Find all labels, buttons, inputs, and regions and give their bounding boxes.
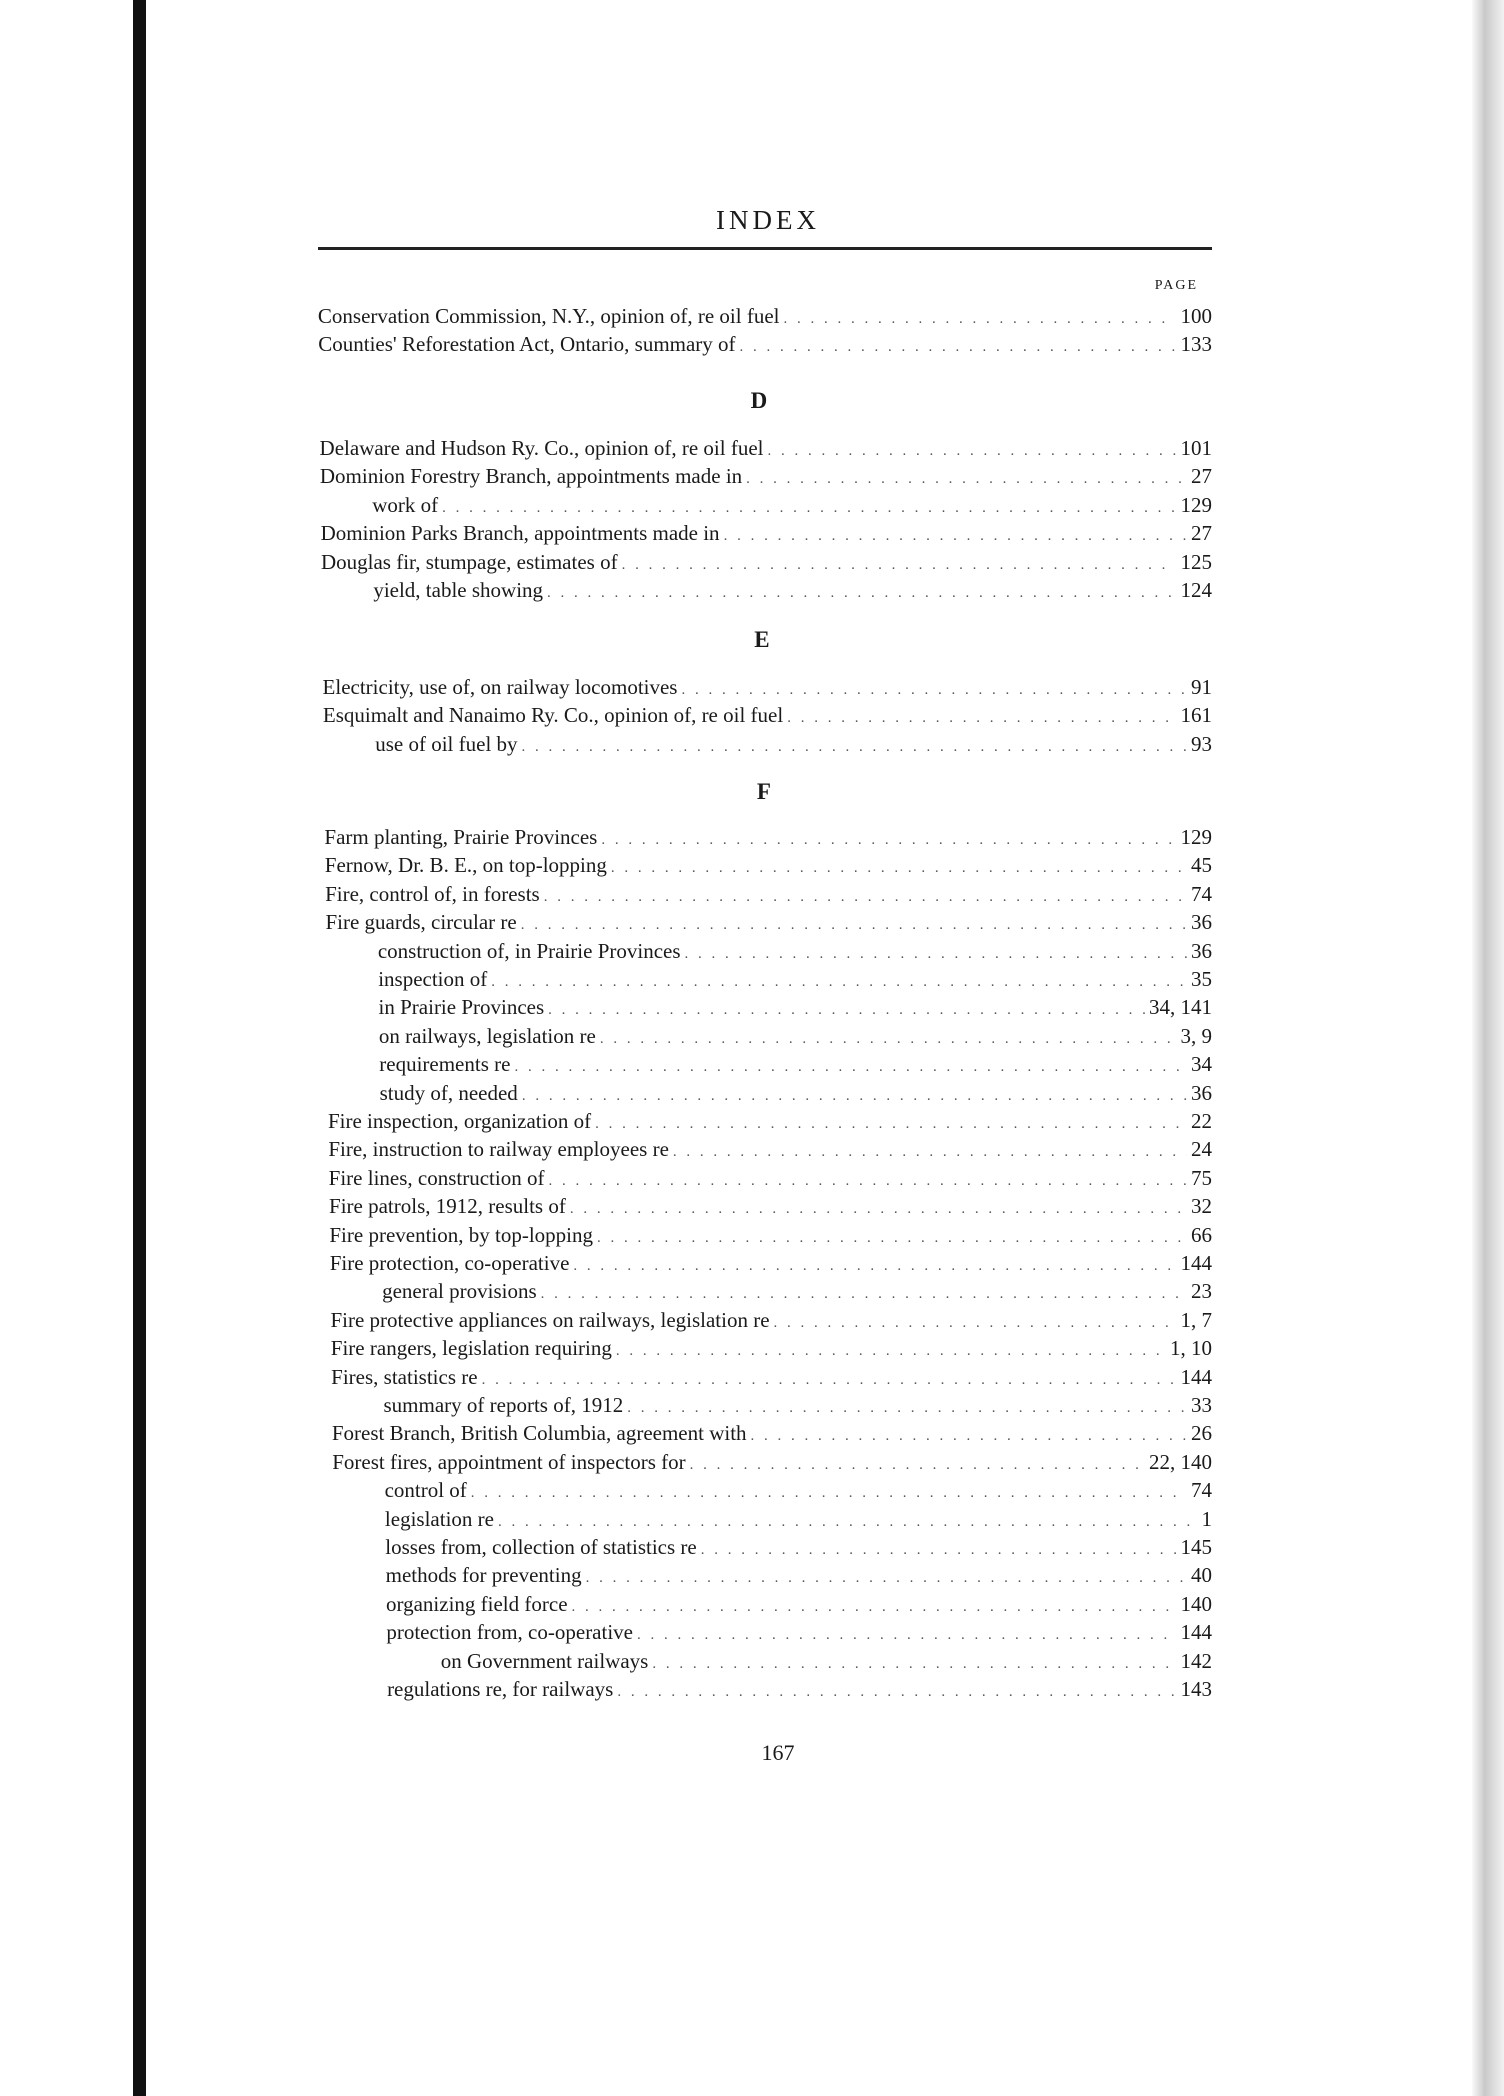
- entry-page-number: 144: [1180, 1251, 1212, 1275]
- leader-dots: [746, 465, 1187, 493]
- entry-page-number: 129: [1180, 825, 1212, 849]
- index-entry: [379, 1022, 1212, 1050]
- leader-dots: [627, 1394, 1187, 1422]
- leader-dots: [787, 704, 1176, 732]
- leader-dots: [544, 883, 1187, 911]
- entry-label: Counties' Reforestation Act, Ontario, summary of: [318, 332, 736, 357]
- entry-page-number: 40: [1190, 1563, 1212, 1588]
- index-entry: [321, 519, 1212, 547]
- entry-label: study of, needed: [379, 1080, 518, 1105]
- entry-page-number: 45: [1190, 853, 1212, 878]
- index-entry: [323, 701, 1212, 729]
- index-entry: [330, 1249, 1212, 1277]
- leader-dots: [491, 968, 1187, 996]
- entry-label: Fire patrols, 1912, results of: [329, 1194, 566, 1219]
- entry-page-number: 1, 7: [1180, 1307, 1212, 1332]
- leader-dots: [521, 911, 1187, 939]
- entry-label: protection from, co-operative: [386, 1620, 633, 1645]
- entry-page-number: 1, 10: [1169, 1336, 1212, 1361]
- entry-label: inspection of: [378, 967, 488, 991]
- entry-page-number: 124: [1180, 578, 1212, 602]
- entry-page-number: 129: [1180, 492, 1212, 517]
- entry-page-number: 35: [1191, 967, 1212, 991]
- entry-page-number: 133: [1180, 332, 1212, 357]
- leader-dots: [611, 854, 1187, 882]
- entry-label: Douglas fir, stumpage, estimates of: [320, 549, 618, 574]
- entry-label: legislation re: [384, 1506, 494, 1531]
- index-entry: [385, 1505, 1212, 1533]
- index-entry: [324, 823, 1212, 851]
- index-entry: [332, 1419, 1212, 1447]
- index-entry: [387, 1675, 1212, 1703]
- index-entry: [331, 1334, 1212, 1362]
- entry-label: Forest Branch, British Columbia, agreement with: [331, 1421, 747, 1446]
- index-entry: [441, 1647, 1212, 1675]
- entry-page-number: 34: [1190, 1052, 1212, 1077]
- index-entry: [329, 1192, 1212, 1220]
- entry-label: losses from, collection of statistics re: [385, 1535, 697, 1559]
- entry-label: Fire lines, construction of: [328, 1165, 545, 1190]
- entry-label: Fire protection, co-operative: [329, 1251, 570, 1275]
- page-number: 167: [761, 1740, 795, 1765]
- entry-label: on Government railways: [440, 1648, 649, 1673]
- entry-label: Fire, instruction to railway employees re: [328, 1137, 669, 1162]
- leader-dots: [442, 494, 1176, 522]
- entry-page-number: 33: [1190, 1393, 1212, 1417]
- entry-page-number: 26: [1190, 1421, 1212, 1446]
- entry-label: Delaware and Hudson Ry. Co., opinion of, re oil fuel: [319, 436, 764, 460]
- page-column-label: PAGE: [1154, 278, 1198, 293]
- index-entry: [373, 576, 1212, 604]
- section-letter-d: D: [750, 388, 768, 413]
- index-entry: [384, 1391, 1212, 1419]
- leader-dots: [471, 1479, 1187, 1507]
- index-entry: [329, 1221, 1212, 1249]
- leader-dots: [724, 522, 1187, 550]
- entry-label: on railways, legislation re: [378, 1023, 596, 1048]
- entry-page-number: 145: [1180, 1535, 1212, 1559]
- index-entry: [378, 937, 1212, 965]
- leader-dots: [601, 826, 1176, 854]
- section-letter-e: E: [754, 627, 770, 652]
- entry-label: Fire inspection, organization of: [327, 1109, 592, 1133]
- index-entry: [328, 1107, 1212, 1135]
- page-title: INDEX: [716, 205, 820, 235]
- index-entry: [325, 880, 1212, 908]
- entry-label: in Prairie Provinces: [378, 995, 545, 1020]
- entry-label: Electricity, use of, on railway locomotives: [322, 675, 678, 699]
- leader-dots: [622, 551, 1177, 579]
- leader-dots: [637, 1621, 1176, 1649]
- entry-label: use of oil fuel by: [375, 731, 518, 756]
- entry-label: summary of reports of, 1912: [383, 1393, 624, 1417]
- leader-dots: [701, 1536, 1177, 1564]
- leader-dots: [690, 1451, 1145, 1479]
- entry-label: Dominion Parks Branch, appointments made in: [320, 521, 720, 546]
- index-entry: [325, 851, 1212, 879]
- entry-label: construction of, in Prairie Provinces: [377, 938, 681, 963]
- leader-dots: [548, 996, 1145, 1024]
- entry-page-number: 144: [1180, 1364, 1212, 1389]
- entry-page-number: 91: [1190, 675, 1212, 699]
- leader-dots: [597, 1224, 1187, 1252]
- index-entry: [321, 548, 1212, 576]
- entry-page-number: 101: [1180, 436, 1212, 460]
- entry-page-number: 32: [1190, 1194, 1212, 1219]
- entry-page-number: 22: [1190, 1109, 1212, 1133]
- leader-dots: [548, 1167, 1187, 1195]
- index-entry: [375, 730, 1212, 758]
- entry-label: Fernow, Dr. B. E., on top-lopping: [324, 853, 607, 878]
- leader-dots: [673, 1138, 1187, 1166]
- index-entry: [330, 1306, 1212, 1334]
- leader-dots: [541, 1280, 1187, 1308]
- entry-page-number: 66: [1190, 1222, 1212, 1247]
- entry-label: general provisions: [382, 1279, 537, 1304]
- leader-dots: [586, 1564, 1187, 1592]
- index-entry: [331, 1363, 1212, 1391]
- index-entry: [379, 993, 1212, 1021]
- entry-page-number: 1: [1201, 1506, 1212, 1531]
- index-entry: [386, 1561, 1212, 1589]
- leader-dots: [572, 1593, 1177, 1621]
- leader-dots: [547, 579, 1176, 607]
- entry-label: yield, table showing: [373, 578, 544, 602]
- entry-label: regulations re, for railways: [387, 1677, 614, 1701]
- leader-dots: [522, 733, 1187, 761]
- entry-label: Forest fires, appointment of inspectors for: [332, 1449, 686, 1474]
- leader-dots: [514, 1053, 1187, 1081]
- index-entry: [318, 302, 1212, 330]
- entry-label: Esquimalt and Nanaimo Ry. Co., opinion of, re oil fuel: [322, 703, 784, 728]
- leader-dots: [740, 333, 1177, 361]
- section-letter-f: F: [756, 779, 771, 804]
- index-entry: [386, 1618, 1212, 1646]
- leader-dots: [522, 1082, 1187, 1110]
- entry-page-number: 93: [1190, 731, 1212, 756]
- index-entry: [328, 1135, 1212, 1163]
- leader-dots: [600, 1025, 1177, 1053]
- index-entry: [329, 1164, 1212, 1192]
- index-entry: [320, 434, 1212, 462]
- entry-page-number: 36: [1190, 910, 1212, 935]
- leader-dots: [774, 1309, 1177, 1337]
- index-entry: [320, 462, 1212, 490]
- index-entry: [325, 908, 1212, 936]
- entry-page-number: 75: [1190, 1165, 1212, 1190]
- entry-label: requirements re: [379, 1052, 511, 1077]
- entry-label: Fire rangers, legislation requiring: [330, 1336, 612, 1361]
- entry-label: control of: [384, 1478, 467, 1503]
- index-entry: [332, 1448, 1212, 1476]
- leader-dots: [616, 1337, 1166, 1365]
- entry-page-number: 24: [1190, 1137, 1212, 1162]
- entry-label: Fire protective appliances on railways, legislation re: [330, 1307, 770, 1332]
- leader-dots: [685, 940, 1187, 968]
- leader-dots: [595, 1110, 1187, 1138]
- entry-page-number: 100: [1180, 304, 1212, 328]
- index-entry: [385, 1533, 1212, 1561]
- entry-page-number: 36: [1190, 1080, 1212, 1105]
- index-entry: [386, 1590, 1212, 1618]
- entry-page-number: 142: [1180, 1648, 1212, 1673]
- index-entry: [372, 491, 1212, 519]
- index-entry: [323, 673, 1212, 701]
- entry-label: Farm planting, Prairie Provinces: [324, 825, 598, 849]
- entry-page-number: 161: [1180, 703, 1212, 728]
- entry-page-number: 3, 9: [1180, 1023, 1212, 1048]
- index-entry: [379, 1050, 1212, 1078]
- entry-page-number: 143: [1180, 1677, 1212, 1701]
- leader-dots: [783, 305, 1176, 333]
- leader-dots: [751, 1422, 1187, 1450]
- index-entry: [385, 1476, 1212, 1504]
- entry-label: Fires, statistics re: [331, 1364, 478, 1389]
- entry-page-number: 74: [1190, 881, 1212, 906]
- entry-label: Dominion Forestry Branch, appointments made in: [319, 464, 743, 489]
- entry-label: organizing field force: [385, 1591, 568, 1616]
- entry-page-number: 34, 141: [1148, 995, 1212, 1020]
- index-entry: [380, 1079, 1212, 1107]
- index-entry: [318, 330, 1212, 358]
- index-entry: [382, 1277, 1212, 1305]
- leader-dots: [768, 437, 1177, 465]
- entry-page-number: 74: [1190, 1478, 1212, 1503]
- entry-page-number: 27: [1190, 521, 1212, 546]
- leader-dots: [482, 1366, 1177, 1394]
- leader-dots: [652, 1650, 1176, 1678]
- index-entry: [378, 965, 1212, 993]
- entry-page-number: 22, 140: [1148, 1449, 1212, 1474]
- entry-label: Fire prevention, by top-lopping: [329, 1222, 594, 1247]
- entry-label: Fire guards, circular re: [325, 910, 517, 935]
- leader-dots: [617, 1678, 1176, 1706]
- entry-page-number: 36: [1190, 938, 1212, 963]
- leader-dots: [498, 1508, 1198, 1536]
- entry-page-number: 23: [1190, 1279, 1212, 1304]
- entry-page-number: 125: [1180, 549, 1212, 574]
- leader-dots: [573, 1252, 1176, 1280]
- entry-page-number: 144: [1180, 1620, 1212, 1645]
- entry-label: Conservation Commission, N.Y., opinion of, re oil fuel: [317, 304, 780, 328]
- leader-dots: [681, 676, 1187, 704]
- entry-label: Fire, control of, in forests: [325, 881, 540, 906]
- entry-page-number: 27: [1190, 464, 1212, 489]
- entry-page-number: 140: [1180, 1591, 1212, 1616]
- entry-label: work of: [372, 492, 439, 517]
- leader-dots: [570, 1195, 1187, 1223]
- entry-label: methods for preventing: [385, 1563, 582, 1588]
